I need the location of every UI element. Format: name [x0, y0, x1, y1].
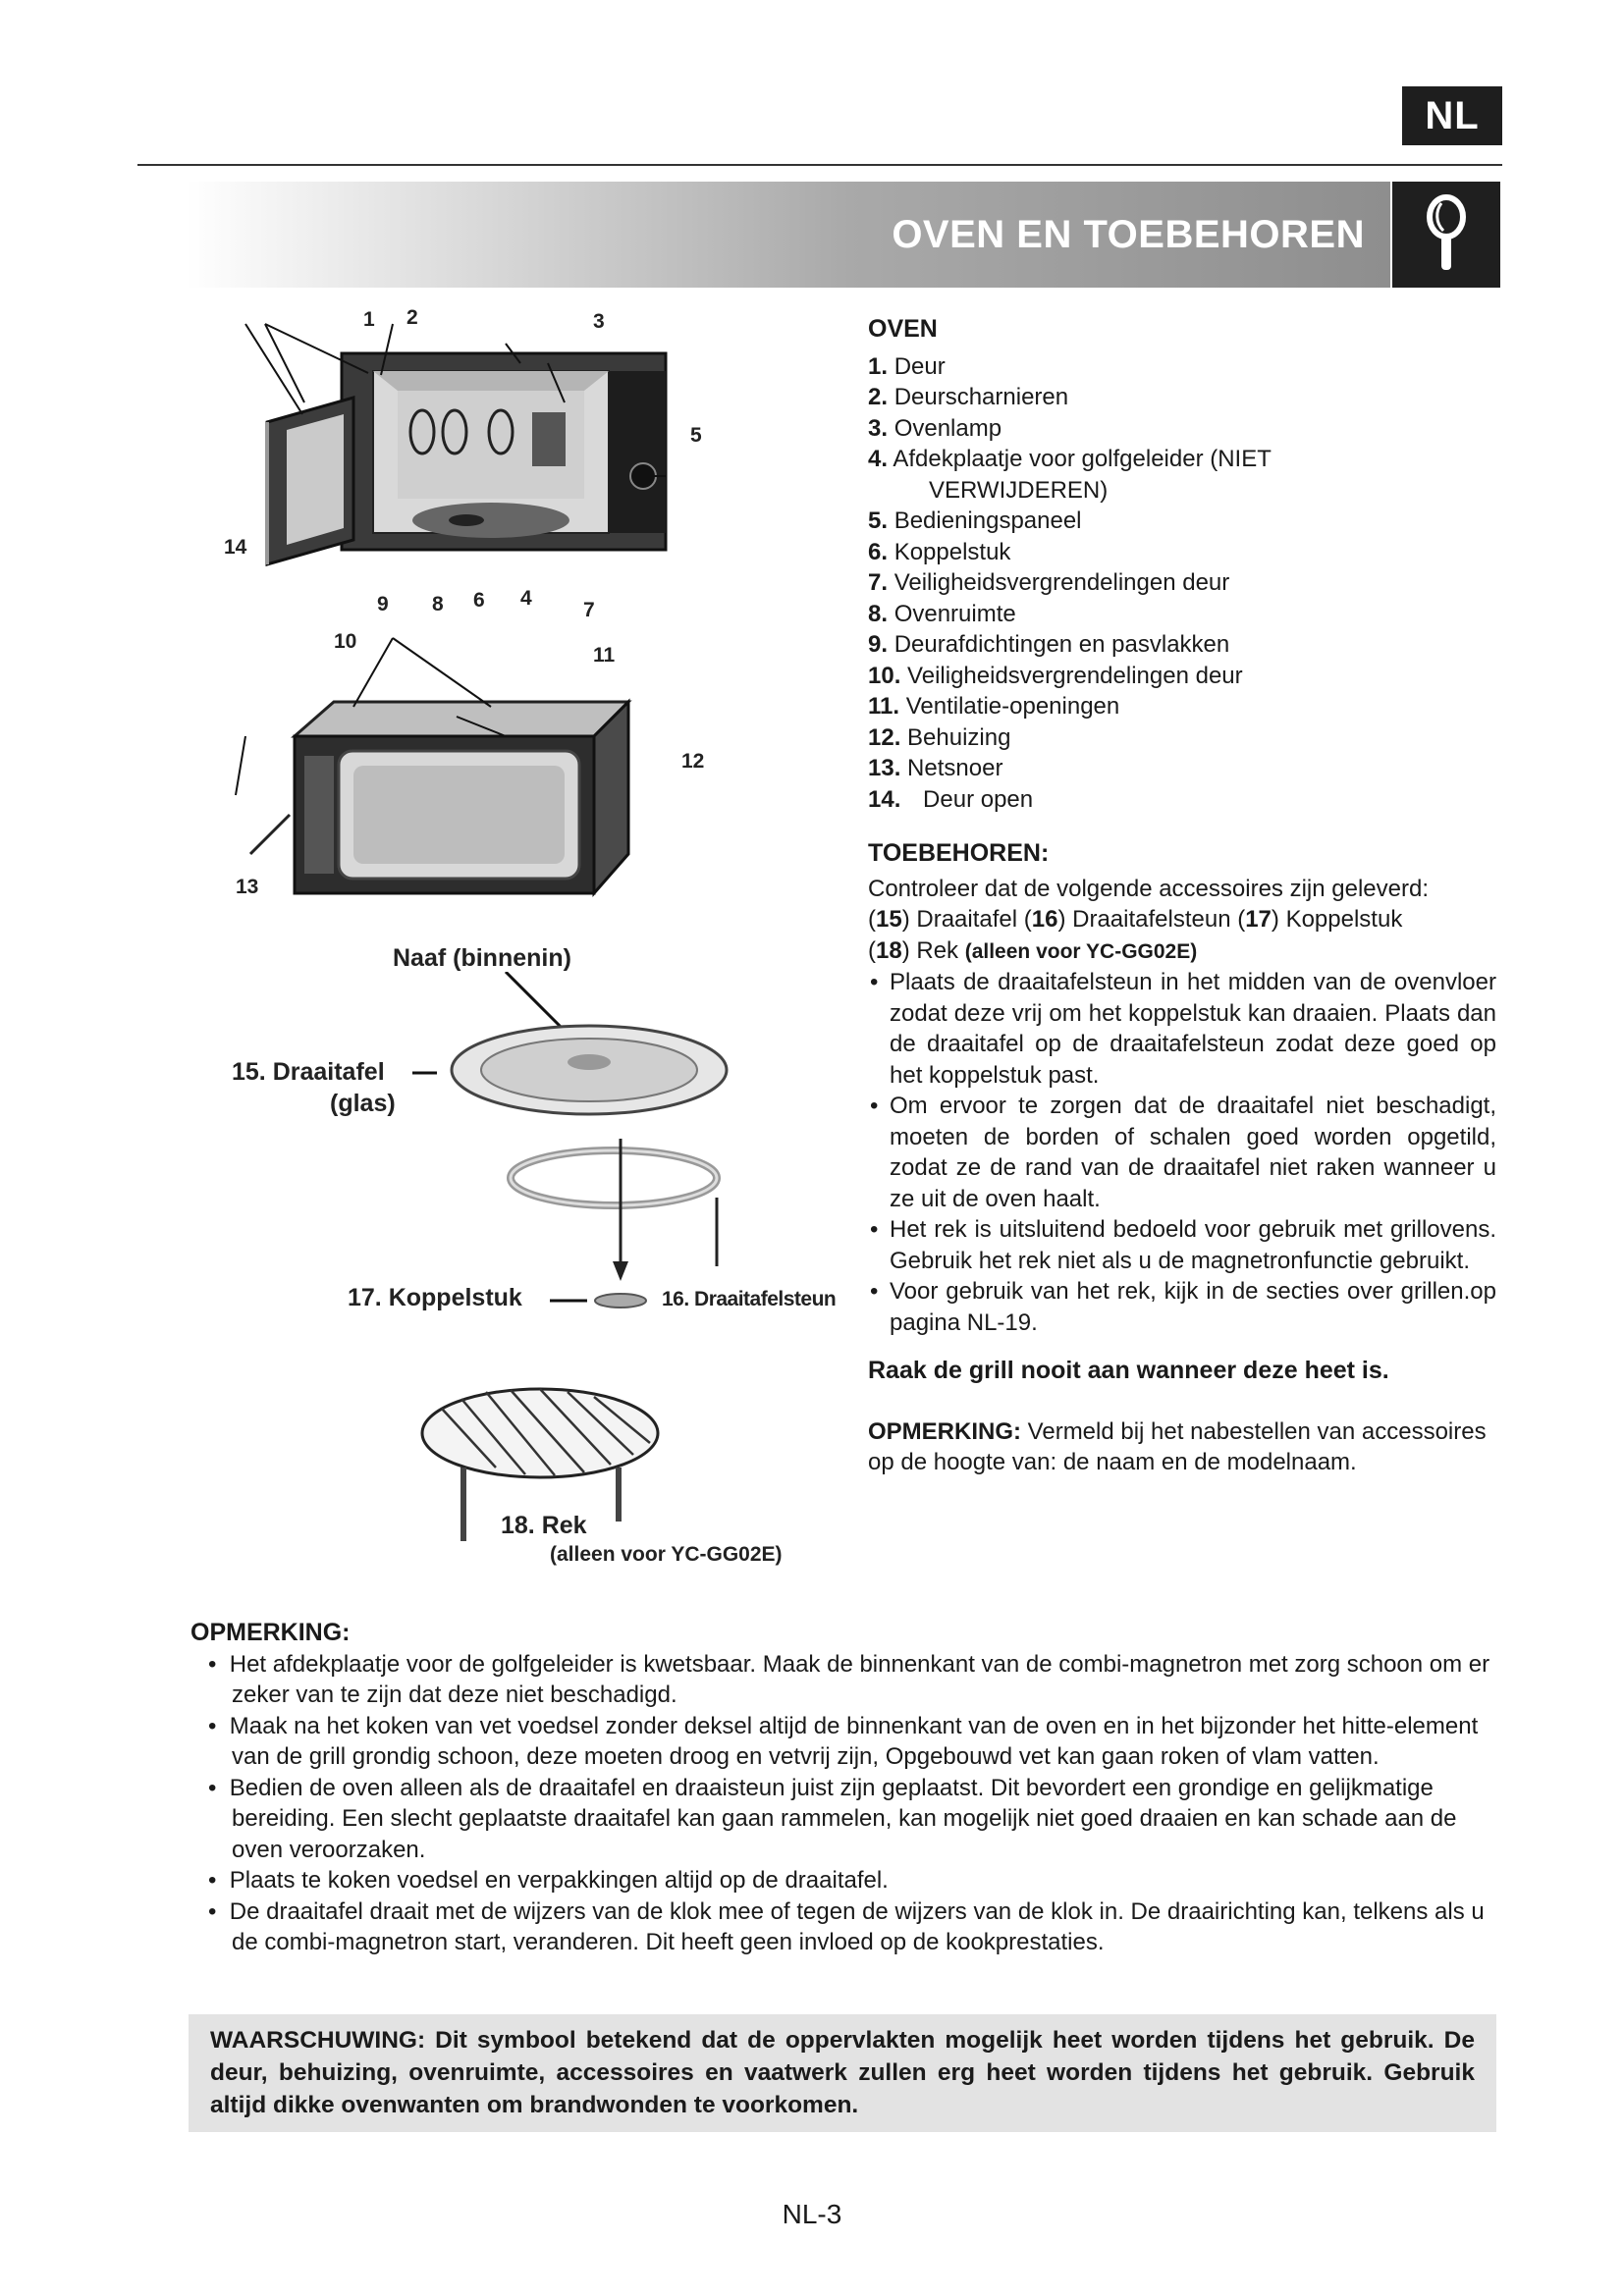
callout-5: 5 — [690, 424, 702, 447]
list-item: • Het rek is uitsluitend bedoeld voor gebruik met grillovens. Gebruik het rek niet als u de magnetronfunctie gebruikt. — [868, 1214, 1496, 1276]
callout-1: 1 — [363, 308, 375, 331]
list-item: 13. Netsnoer — [868, 755, 1003, 781]
list-item: 5. Bedieningspaneel — [868, 507, 1082, 534]
page-number: NL-3 — [782, 2199, 842, 2229]
warning-box — [189, 2014, 1496, 2132]
list-item: 1. Deur — [868, 352, 946, 380]
list-item: • Het afdekplaatje voor de golfgeleider is kwetsbaar. Maak de binnenkant van de combi-magnetron met zorg schoon om er zeker van te zijn dat deze niet beschadigd. — [208, 1650, 1490, 1708]
list-item: 14. Deur open — [868, 785, 1034, 813]
list-item: 12. Behuizing — [868, 723, 1011, 751]
oven-heading: OVEN — [868, 315, 938, 343]
oven-front-view — [267, 353, 666, 564]
list-item: 9. Deurafdichtingen en pasvlakken — [868, 631, 1230, 658]
list-item: 6. Koppelstuk — [868, 538, 1011, 565]
turntable-support-ring — [511, 1150, 717, 1205]
turntable-glass-plate — [452, 1026, 727, 1114]
grill-hot-warning: Raak de grill nooit aan wanneer deze heet is. — [868, 1357, 1389, 1384]
header-divider — [137, 164, 1502, 166]
turntable-label: 15. Draaitafel — [232, 1058, 385, 1086]
callout-2: 2 — [406, 306, 418, 329]
accessories-line-b: (18) Rek (alleen voor YC-GG02E) — [868, 936, 1198, 964]
callout-10: 10 — [334, 630, 357, 653]
list-item: • Maak na het koken van vet voedsel zonder deksel altijd de binnenkant van de oven en in het bijzonder het hitte-element van de grill grondig schoon, deze moeten droog en vetvrij zijn, Opgebouwd vet kan gaan roken of vlam vatten. — [208, 1712, 1479, 1770]
callout-7: 7 — [583, 599, 595, 621]
list-item: • Bedien de oven alleen als de draaitafel en draaisteun juist zijn geplaatst. Dit bevordert een grondige en gelijkmatige bereiding. Een slecht geplaatste draaitafel kan gaan rammelen, kan mogelijk niet goed draaien en kan schade aan de oven veroorzaken. — [208, 1774, 1457, 1863]
oven-illustration — [206, 304, 697, 913]
list-item: 3. Ovenlamp — [868, 414, 1002, 442]
rack-model-note: (alleen voor YC-GG02E) — [550, 1543, 783, 1566]
list-item: 7. Veiligheidsvergrendelingen deur — [868, 569, 1230, 596]
callout-3: 3 — [593, 310, 605, 333]
list-item: • De draaitafel draait met de wijzers van de klok mee of tegen de wijzers van de klok in. De draairichting kan, telkens als u de combi-magnetron start, veranderen. Dit heeft geen invloed op de kookprestaties. — [208, 1897, 1485, 1955]
accessories-illustration — [393, 972, 844, 1580]
oven-back-view — [250, 702, 628, 893]
list-item: 11. Ventilatie-openingen — [868, 693, 1120, 720]
callout-6: 6 — [473, 589, 485, 612]
list-item: 10. Veiligheidsvergrendelingen deur — [868, 662, 1243, 689]
notes-section — [190, 1618, 1502, 1958]
rack-label: 18. Rek — [501, 1512, 587, 1539]
list-item: 2. Deurscharnieren — [868, 384, 1069, 410]
page-title: OVEN EN TOEBEHOREN — [892, 212, 1365, 256]
accessories-note: OPMERKING: Vermeld bij het nabestellen van accessoires op de hoogte van: de naam en de modelnaam. — [868, 1417, 1487, 1475]
accessories-line-a: (15) Draaitafel (16) Draaitafelsteun (17) Koppelstuk — [868, 906, 1403, 933]
hub-label: Naaf (binnenin) — [393, 944, 571, 972]
right-column — [868, 314, 1496, 1478]
support-label: 16. Draaitafelsteun — [662, 1288, 837, 1310]
callout-4: 4 — [520, 587, 532, 610]
section-banner — [187, 182, 1390, 288]
list-item: VERWIJDEREN) — [929, 476, 1109, 504]
oven-parts-list — [868, 351, 1496, 816]
callout-12: 12 — [681, 750, 705, 773]
language-badge: NL — [1402, 86, 1502, 145]
list-item: • Plaats de draaitafelsteun in het midden van de ovenvloer zodat deze vrij om het koppelstuk kan draaien. Plaats dan de draaitafel op de draaitafelsteun zodat deze goed op het koppelstuk past. — [868, 967, 1496, 1091]
coupler-label: 17. Koppelstuk — [348, 1284, 522, 1311]
callout-8: 8 — [432, 593, 444, 615]
notes-heading: OPMERKING: — [190, 1619, 351, 1646]
callout-9: 9 — [377, 593, 389, 615]
coupler-part — [595, 1294, 646, 1308]
accessories-heading: TOEBEHOREN: — [868, 839, 1050, 867]
list-item: • Plaats te koken voedsel en verpakkingen altijd op de draaitafel. — [208, 1867, 889, 1894]
callout-13: 13 — [236, 876, 259, 898]
list-item: 4. Afdekplaatje voor golfgeleider (NIET — [868, 446, 1272, 472]
list-item: • Voor gebruik van het rek, kijk in de secties over grillen.op pagina NL-19. — [868, 1276, 1496, 1338]
callout-14: 14 — [224, 536, 247, 559]
turntable-material-label: (glas) — [330, 1090, 396, 1117]
hot-surface-warning-icon — [1392, 182, 1500, 288]
callout-11: 11 — [593, 644, 616, 667]
list-item: 8. Ovenruimte — [868, 600, 1016, 627]
accessories-intro: Controleer dat de volgende accessoires zijn geleverd: — [868, 875, 1429, 902]
list-item: • Om ervoor te zorgen dat de draaitafel niet beschadigt, moeten de borden of schalen goed worden opgetild, zodat ze de rand van de draaitafel niet raken wanneer u ze uit de oven haalt. — [868, 1091, 1496, 1214]
warning-text: WAARSCHUWING: Dit symbool betekend dat de oppervlakten mogelijk heet worden tijdens het gebruik. De deur, behuizing, ovenruimte, accessoires en vaatwerk zullen erg heet worden tijdens het gebruik. Gebruik altijd dikke ovenwanten om brandwonden te voorkomen. — [210, 2027, 1475, 2118]
